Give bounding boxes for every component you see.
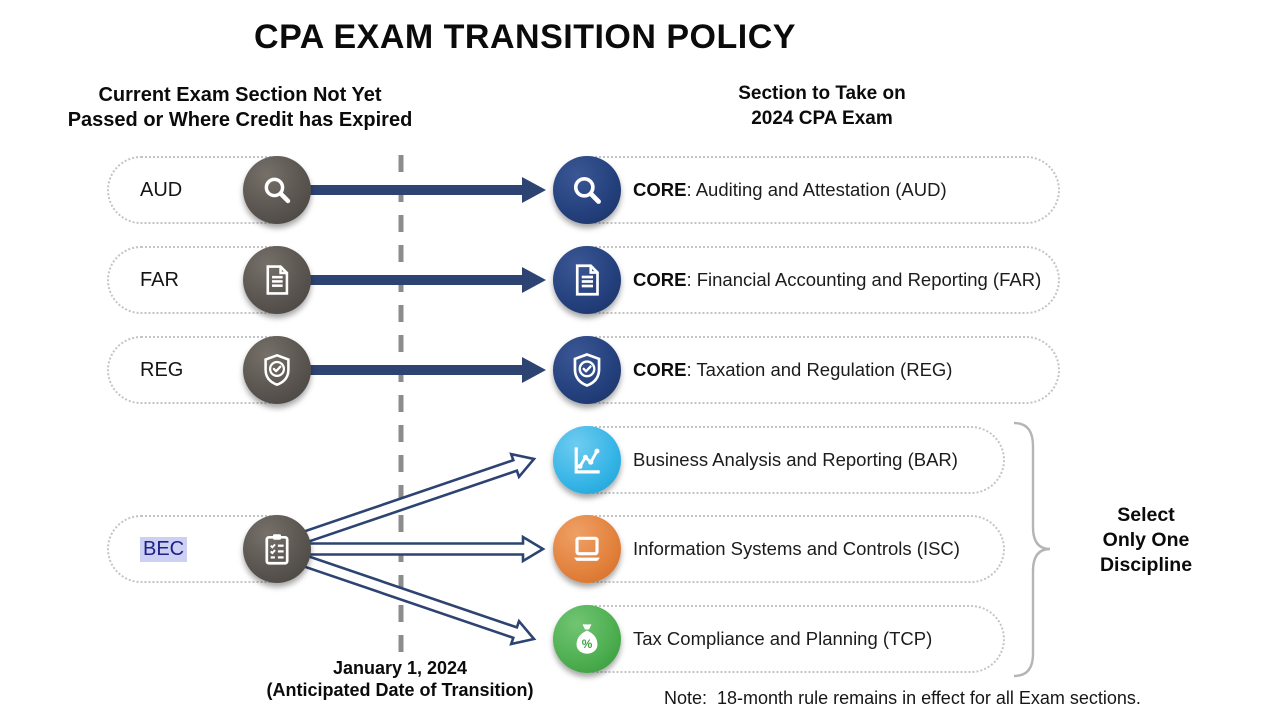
arrow-reg-to-core xyxy=(308,357,546,383)
section-name: : Auditing and Attestation (AUD) xyxy=(686,179,947,200)
left-header-line1: Current Exam Section Not Yet xyxy=(98,84,382,106)
target-section-core-far xyxy=(553,246,1060,314)
tcp-icon-circle xyxy=(553,605,621,673)
arrow-far-to-core xyxy=(308,267,546,293)
money-bag-icon xyxy=(568,620,606,658)
arrow-bec-to-bar xyxy=(303,454,534,542)
transition-date-line2: (Anticipated Date of Transition) xyxy=(266,680,534,700)
current-section-far xyxy=(107,246,310,314)
target-section-core-far-label xyxy=(633,269,1041,291)
magnifier-icon xyxy=(259,172,295,208)
section-name: Business Analysis and Reporting (BAR) xyxy=(633,449,958,470)
target-section-core-reg xyxy=(553,336,1060,404)
percent-glyph: % xyxy=(581,636,593,651)
section-name: : Taxation and Regulation (REG) xyxy=(686,359,953,380)
select-note-line1: Select xyxy=(1117,504,1175,526)
discipline-bar xyxy=(553,426,1005,494)
shield-check-icon xyxy=(568,351,606,389)
arrow-bec-to-isc xyxy=(307,537,543,561)
arrow-aud-to-core xyxy=(308,177,546,203)
bec-icon-circle xyxy=(243,515,311,583)
document-icon xyxy=(569,262,605,298)
discipline-bar-label xyxy=(633,449,958,471)
select-one-discipline-note xyxy=(1062,503,1230,578)
current-section-bec xyxy=(107,515,310,583)
current-section-reg xyxy=(107,336,310,404)
magnifier-icon xyxy=(568,171,606,209)
discipline-brace xyxy=(1014,423,1050,676)
target-section-core-aud-label xyxy=(633,179,947,201)
current-section-aud xyxy=(107,156,310,224)
core-prefix: CORE xyxy=(633,359,687,380)
bar-icon-circle xyxy=(553,426,621,494)
target-section-core-aud xyxy=(553,156,1060,224)
discipline-isc xyxy=(553,515,1005,583)
discipline-tcp xyxy=(553,605,1005,673)
current-section-bec-label: BEC xyxy=(140,537,187,562)
select-note-line3: Discipline xyxy=(1099,554,1193,576)
aud-icon-circle xyxy=(243,156,311,224)
shield-check-icon xyxy=(259,352,295,388)
arrow-bec-to-tcp xyxy=(303,556,534,644)
core-aud-icon-circle xyxy=(553,156,621,224)
clipboard-checklist-icon xyxy=(259,531,295,567)
transition-date-line1: January 1, 2024 xyxy=(332,658,468,678)
discipline-tcp-label xyxy=(633,628,932,650)
current-section-far-label: FAR xyxy=(140,268,179,291)
far-icon-circle xyxy=(243,246,311,314)
page-title: CPA EXAM TRANSITION POLICY xyxy=(254,18,796,56)
isc-icon-circle xyxy=(553,515,621,583)
section-name: Information Systems and Controls (ISC) xyxy=(633,538,960,559)
transition-date-caption xyxy=(240,657,560,701)
right-header-line1: Section to Take on xyxy=(738,83,906,104)
left-header-line2: Passed or Where Credit has Expired xyxy=(67,109,413,131)
current-section-aud-label: AUD xyxy=(140,178,183,201)
reg-icon-circle xyxy=(243,336,311,404)
target-section-core-reg-label xyxy=(633,359,952,381)
discipline-isc-label xyxy=(633,538,960,560)
section-name: : Financial Accounting and Reporting (FAR) xyxy=(686,269,1042,290)
document-icon xyxy=(260,263,294,297)
core-far-icon-circle xyxy=(553,246,621,314)
select-note-line2: Only One xyxy=(1102,529,1190,551)
section-name: Tax Compliance and Planning (TCP) xyxy=(633,628,933,649)
current-section-reg-label: REG xyxy=(140,358,184,381)
laptop-icon xyxy=(567,529,607,569)
core-prefix: CORE xyxy=(633,269,687,290)
line-chart-icon xyxy=(568,441,606,479)
right-header-line2: 2024 CPA Exam xyxy=(751,108,893,129)
core-prefix: CORE xyxy=(633,179,687,200)
core-reg-icon-circle xyxy=(553,336,621,404)
eighteen-month-rule-note: Note: 18-month rule remains in effect for all Exam sections. xyxy=(664,688,1141,708)
